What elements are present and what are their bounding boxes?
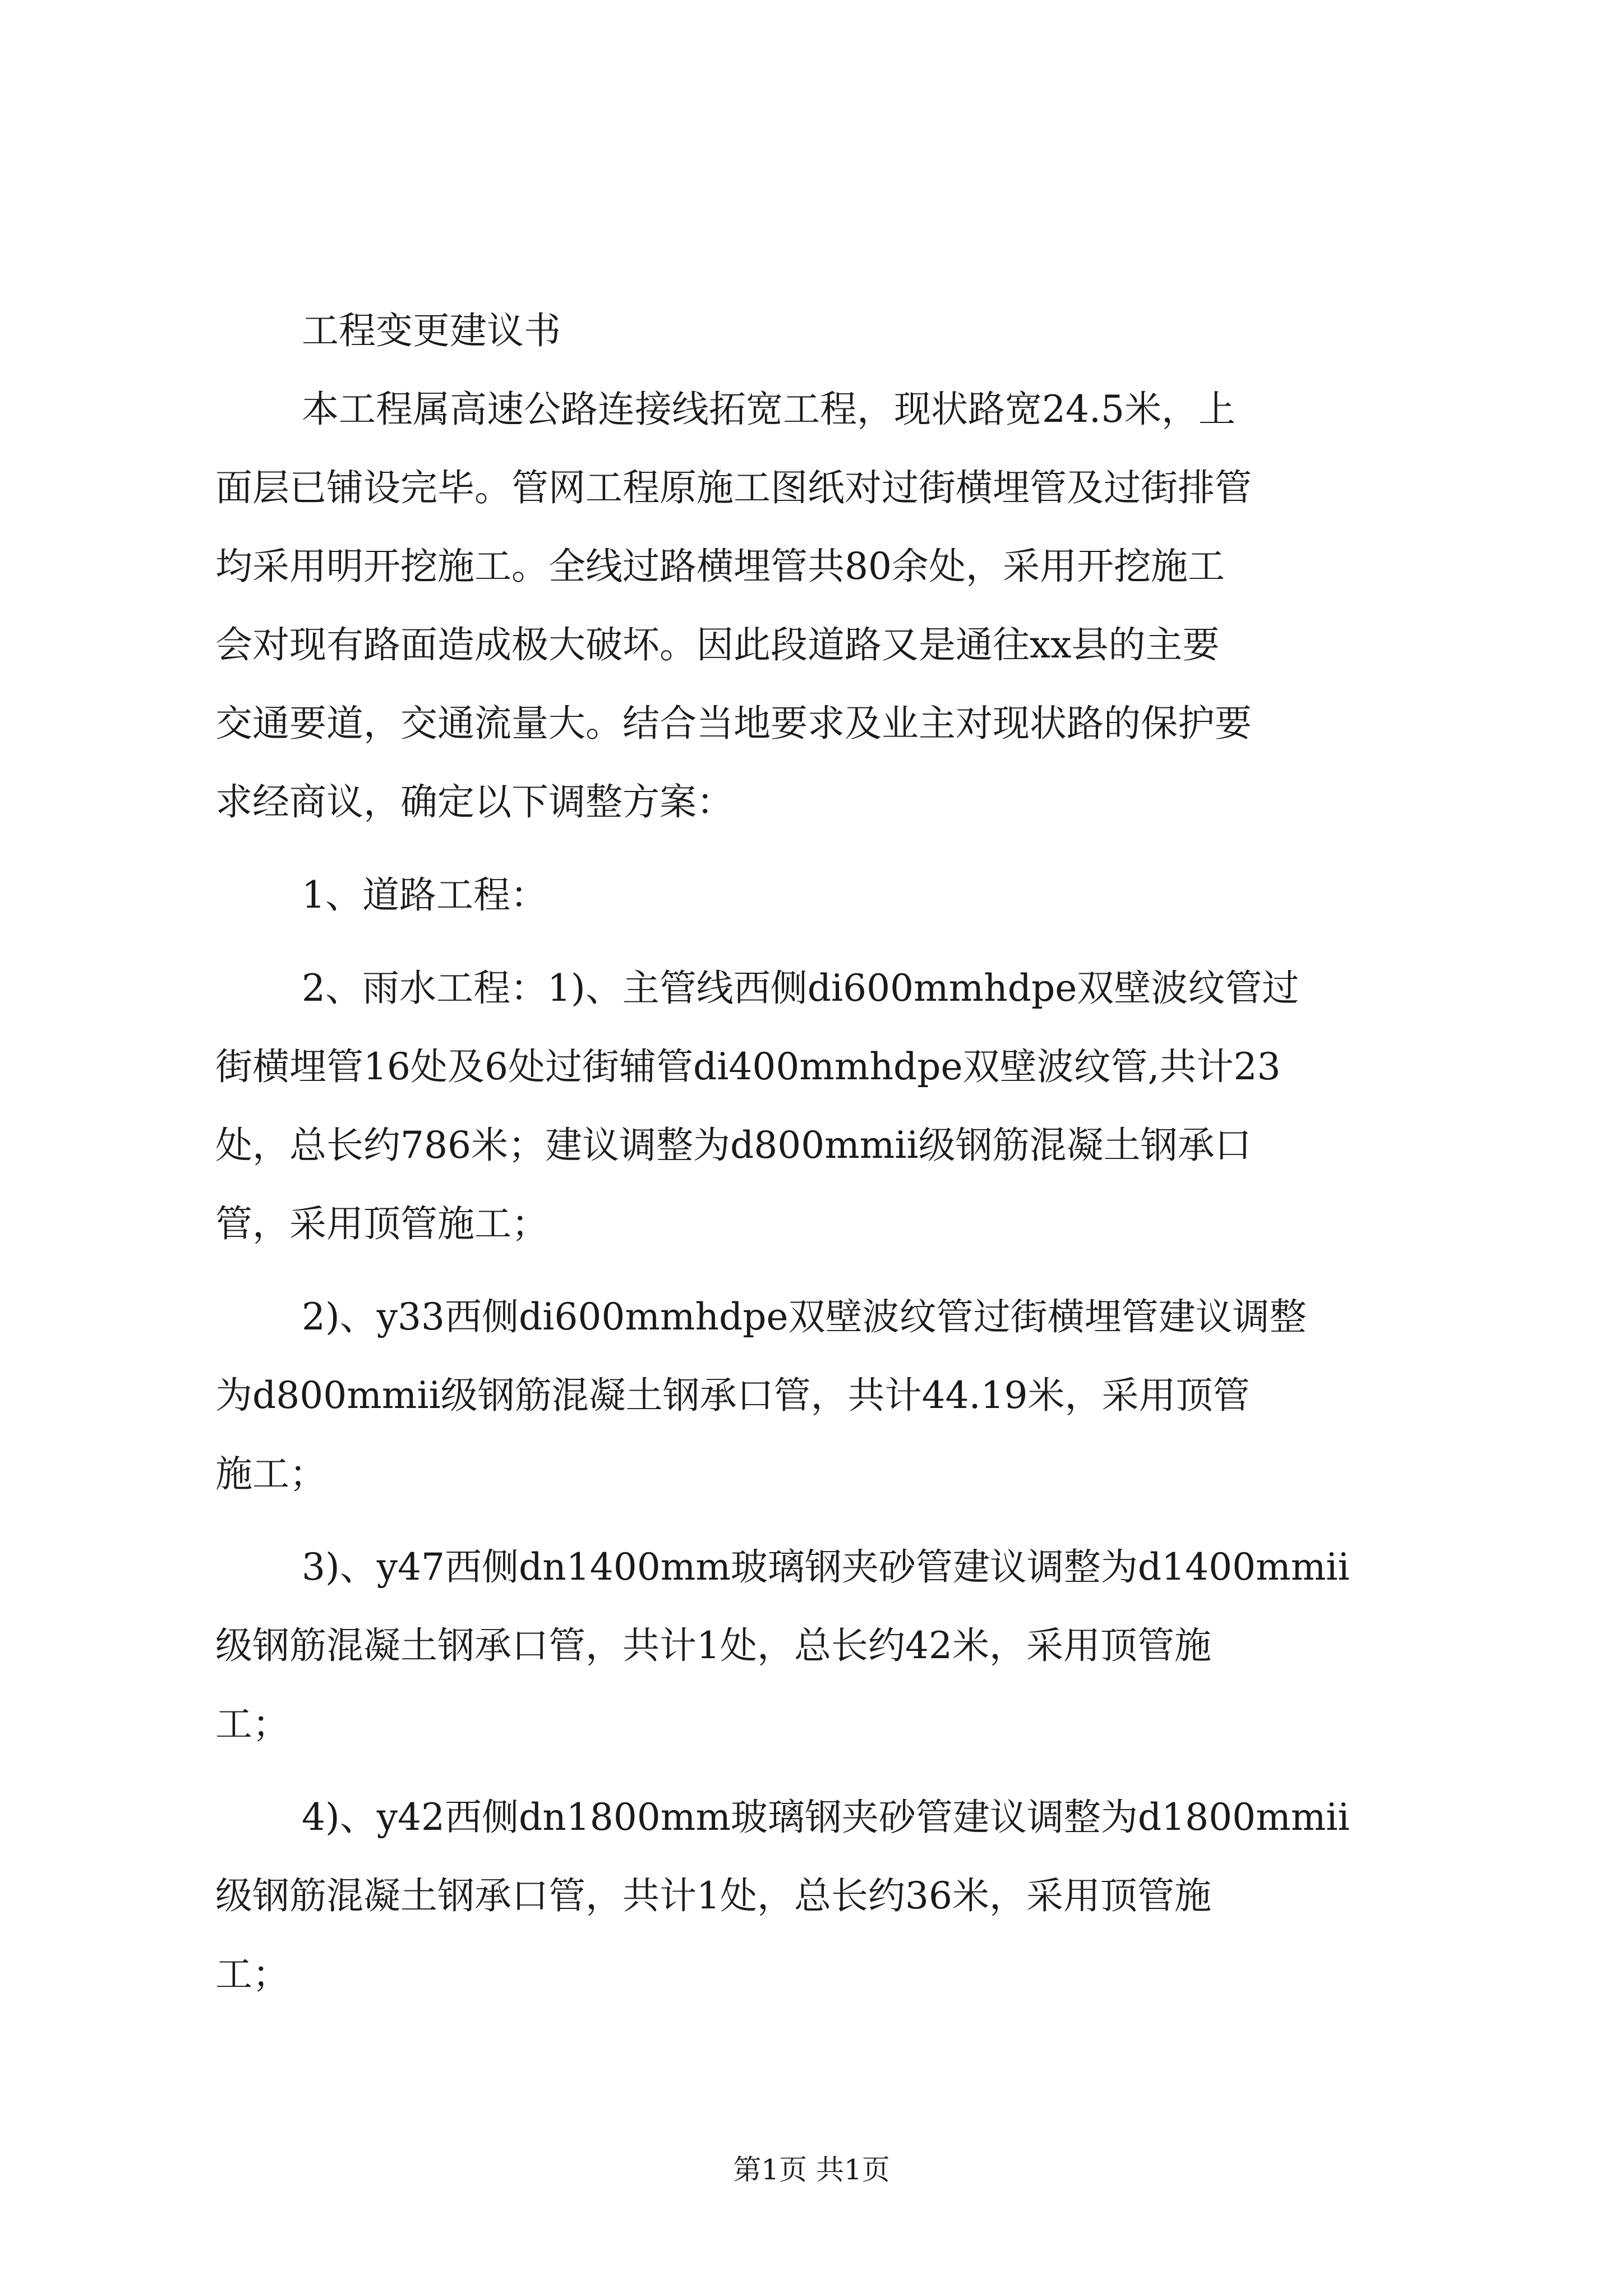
text-line: 施工； [215, 1452, 326, 1496]
text-line: 均采用明开挖施工。全线过路横埋管共80余处，采用开挖施工 [215, 545, 1225, 588]
text-line: 交通要道，交通流量大。结合当地要求及业主对现状路的保护要 [215, 702, 1252, 745]
text-line: 为d800mmii级钢筋混凝土钢承口管，共计44.19米，采用顶管 [215, 1374, 1250, 1417]
paragraph-road-works [215, 856, 1421, 935]
document-title: 工程变更建议书 [302, 309, 561, 352]
paragraph-rainwater-2 [215, 1278, 1421, 1513]
text-line: 工； [215, 1703, 289, 1746]
text-line: 工； [215, 1953, 289, 1996]
text-line: 会对现有路面造成极大破坏。因此段道路又是通往xx县的主要 [215, 623, 1220, 666]
text-line: 2、雨水工程：1)、主管线西侧di600mmhdpe双壁波纹管过 [302, 967, 1299, 1010]
text-line: 本工程属高速公路连接线拓宽工程，现状路宽24.5米，上 [302, 388, 1235, 431]
text-line: 级钢筋混凝土钢承口管，共计1处，总长约36米，采用顶管施 [215, 1874, 1211, 1917]
text-line: 1、道路工程： [302, 873, 547, 917]
paragraph-rainwater-4 [215, 1778, 1421, 2014]
text-line: 面层已铺设完毕。管网工程原施工图纸对过街横埋管及过街排管 [215, 466, 1252, 509]
text-line: 4)、y42西侧dn1800mm玻璃钢夹砂管建议调整为d1800mmii [302, 1796, 1350, 1839]
page-number-footer: 第1页 共1页 [733, 2154, 890, 2186]
text-line: 处，总长约786米；建议调整为d800mmii级钢筋混凝土钢承口 [215, 1124, 1252, 1167]
paragraph-rainwater-1 [215, 949, 1421, 1263]
text-line: 街横埋管16处及6处过街辅管di400mmhdpe双壁波纹管,共计23 [215, 1045, 1281, 1088]
text-line: 管，采用顶管施工； [215, 1202, 548, 1245]
text-line: 2)、y33西侧di600mmhdpe双壁波纹管过街横埋管建议调整 [302, 1295, 1307, 1338]
paragraph-intro [215, 370, 1421, 841]
text-line: 级钢筋混凝土钢承口管，共计1处，总长约42米，采用顶管施 [215, 1624, 1211, 1667]
text-line: 3)、y47西侧dn1400mm玻璃钢夹砂管建议调整为d1400mmii [302, 1545, 1350, 1589]
text-line: 求经商议，确定以下调整方案： [215, 780, 734, 823]
paragraph-rainwater-3 [215, 1528, 1421, 1764]
document-body [215, 292, 1421, 2014]
